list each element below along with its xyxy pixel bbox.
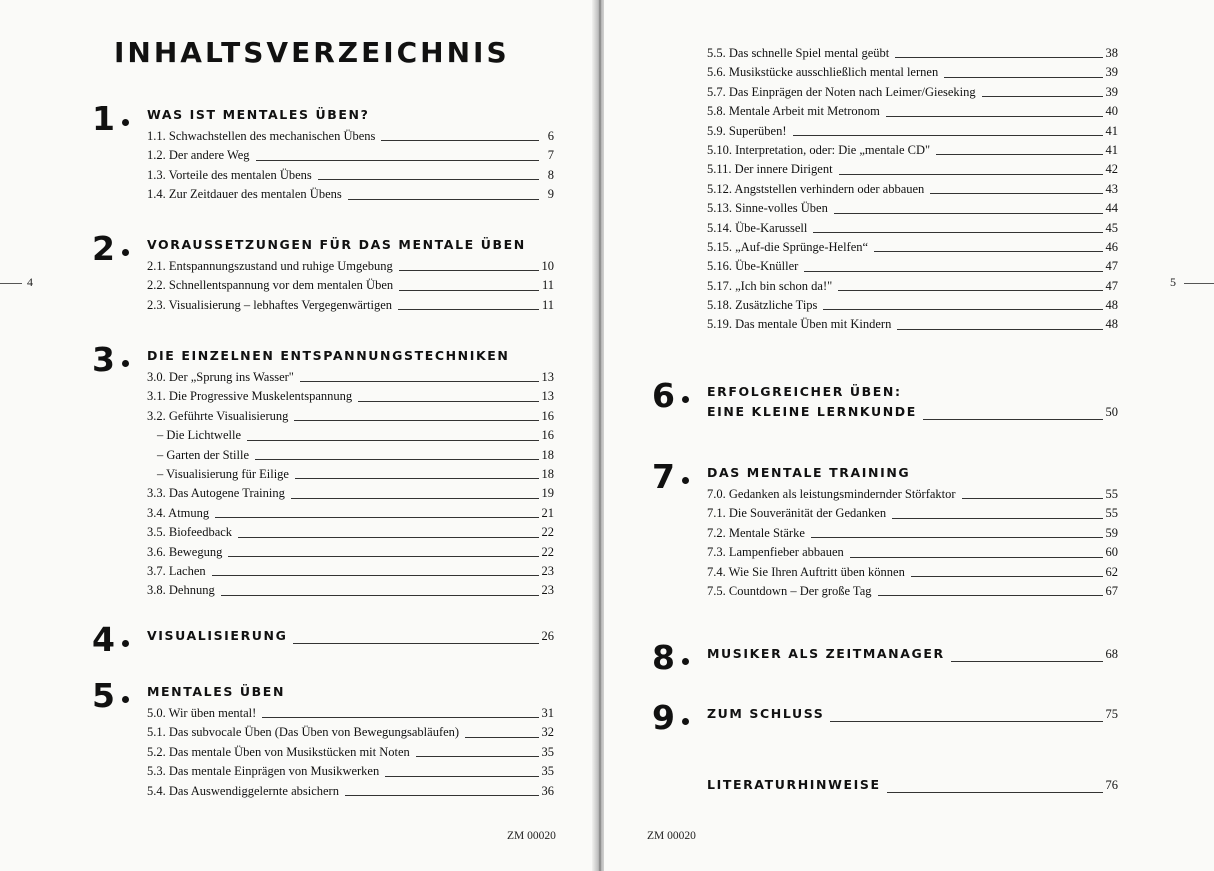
chapter-title: WAS IST MENTALES ÜBEN? [147,107,370,122]
entry-page: 19 [541,486,554,501]
chapter-page: 26 [541,629,554,643]
entry-label: 2.2. Schnellentspannung vor dem mentalen Üben [147,278,394,293]
entry-page: 39 [1105,65,1118,80]
entry-label: 5.18. Zusätzliche Tips [707,298,818,313]
chapter-heading[interactable] [147,237,554,257]
entry-page: 59 [1105,525,1118,540]
leader-line [238,537,539,538]
leader-line [345,795,539,796]
leader-line [936,154,1103,155]
leader-line [212,575,539,576]
entry-label: 5.1. Das subvocale Üben (Das Üben von Bewegungsabläufen) [147,725,460,740]
entry-page: 39 [1105,84,1118,99]
leader-line [215,517,539,518]
toc-entry[interactable] [707,504,1118,523]
chapter-number: 8 [652,638,675,677]
entry-label: – Die Lichtwelle [157,428,241,443]
chapter-bullet [682,477,689,484]
leader-line [911,576,1103,577]
entry-page: 13 [541,370,554,384]
toc-entry[interactable] [707,257,1118,276]
toc-entry[interactable] [707,563,1118,582]
entry-label: 5.10. Interpretation, oder: Die „mentale CD" [707,142,931,157]
toc-entry[interactable] [147,762,554,781]
entry-label: 3.5. Biofeedback [147,525,233,540]
toc-entry[interactable] [707,141,1118,160]
chapter-title: ZUM SCHLUSS [707,706,825,721]
chapter-heading[interactable] [707,384,1118,404]
entry-label: 3.2. Geführte Visualisierung [147,408,289,423]
entry-page: 18 [541,466,554,481]
toc-entry[interactable] [147,146,554,165]
toc-entry[interactable] [147,185,554,204]
entry-page: 40 [1105,104,1118,119]
entry-label: 3.6. Bewegung [147,544,223,559]
entry-label: 5.3. Das mentale Einprägen von Musikwerken [147,764,380,779]
toc-entry[interactable] [147,276,554,295]
entry-page: 7 [547,148,554,163]
toc-entry[interactable] [147,127,554,146]
leader-line [318,179,539,180]
toc-entry[interactable] [147,581,554,600]
toc-entry[interactable] [707,296,1118,315]
leader-line [838,290,1103,291]
entry-label: 7.4. Wie Sie Ihren Auftritt üben können [707,564,905,579]
chapter-bullet [122,696,129,703]
leader-line [886,116,1103,117]
chapter-bullet [122,249,129,256]
toc-entry[interactable] [707,102,1118,121]
entry-label: 1.2. Der andere Weg [147,148,250,163]
entry-label: 5.5. Das schnelle Spiel mental geübt [707,46,890,60]
entry-page: 11 [541,297,554,312]
chapter-bullet [682,396,689,403]
toc-entry[interactable] [707,543,1118,562]
entry-page: 44 [1105,201,1118,216]
literature-heading[interactable] [707,777,1118,797]
leader-line [874,251,1103,252]
entry-page: 22 [541,544,554,559]
entry-page: 32 [541,725,554,740]
toc-entry[interactable] [147,562,554,581]
entry-label: 5.8. Mentale Arbeit mit Metronom [707,104,880,119]
chapter-page: 50 [1105,405,1118,419]
right-page [604,0,1214,871]
entry-label: 3.3. Das Autogene Training [147,486,285,501]
chapter-heading-line2[interactable] [707,404,1118,424]
toc-entry[interactable] [707,199,1118,218]
leader-line [944,77,1103,78]
leader-line [804,271,1103,272]
entry-label: 7.5. Countdown – Der große Tag [707,583,872,598]
entry-page: 55 [1105,506,1118,521]
toc-subentry[interactable] [147,446,554,465]
chapter-number: 2 [92,229,115,268]
entry-label: 1.4. Zur Zeitdauer des mentalen Übens [147,187,342,202]
leader-line [358,401,539,402]
chapter-title: DIE EINZELNEN ENTSPANNUNGSTECHNIKEN [147,348,510,363]
chapter-number: 7 [652,457,675,496]
entry-label: 1.1. Schwachstellen des mechanischen Übens [147,129,376,143]
chapter-title: VORAUSSETZUNGEN FÜR DAS MENTALE ÜBEN [147,237,526,252]
entry-label: 3.1. Die Progressive Muskelentspannung [147,389,353,404]
entry-label: 5.15. „Auf-die Sprünge-Helfen“ [707,239,869,254]
leader-line [385,776,539,777]
chapter-bullet [122,360,129,367]
chapter-heading[interactable] [147,107,554,127]
toc-entry[interactable] [147,743,554,762]
footer-code: ZM 00020 [647,830,696,842]
entry-page: 13 [541,389,554,404]
entry-page: 35 [541,764,554,779]
footer-code: ZM 00020 [507,830,556,842]
entry-label: – Garten der Stille [157,447,249,462]
entry-page: 16 [541,408,554,423]
leader-line [930,193,1103,194]
left-page [0,0,596,871]
toc-entry[interactable] [707,180,1118,199]
toc-entry[interactable] [147,387,554,406]
leader-line [262,717,539,718]
toc-entry[interactable] [707,277,1118,296]
leader-line [962,498,1103,499]
entry-label: 5.12. Angststellen verhindern oder abbauen [707,181,925,196]
entry-label: 5.6. Musikstücke ausschließlich mental lernen [707,65,939,80]
leader-line [887,792,1103,793]
entry-label: 5.11. Der innere Dirigent [707,162,833,177]
leader-line [255,459,539,460]
leader-line [878,595,1104,596]
entry-label: 5.16. Übe-Knüller [707,259,799,274]
entry-page: 8 [547,167,554,182]
chapter-title: MUSIKER ALS ZEITMANAGER [707,646,945,661]
toc-entry[interactable] [707,83,1118,102]
chapter-number: 1 [92,99,115,138]
entry-page: 23 [541,583,554,598]
leader-line [228,556,539,557]
entry-page: 62 [1105,564,1118,579]
leader-line [823,309,1103,310]
chapter-number: 6 [652,376,675,415]
entry-page: 42 [1105,162,1118,177]
leader-line [897,329,1103,330]
entry-page: 46 [1105,239,1118,254]
entry-label: 1.3. Vorteile des mentalen Übens [147,167,312,182]
chapter-bullet [682,658,689,665]
chapter-heading[interactable] [707,646,1118,666]
leader-line [348,199,539,200]
toc-entry[interactable] [707,582,1118,601]
toc-entry[interactable] [147,257,554,276]
leader-line [951,661,1103,662]
leader-line [399,270,539,271]
entry-page: 36 [541,783,554,798]
page-title: INHALTSVERZEICHNIS [114,36,510,69]
chapter-heading[interactable] [147,684,554,704]
leader-line [793,135,1104,136]
entry-label: 7.0. Gedanken als leistungsmindernder Störfaktor [707,487,956,501]
leader-line [813,232,1103,233]
entry-page: 22 [541,525,554,540]
entry-page: 55 [1105,487,1118,501]
leader-line [839,174,1103,175]
leader-line [923,419,1103,420]
entry-list [707,485,1118,601]
entry-label: 5.2. Das mentale Üben von Musikstücken mit Noten [147,744,410,759]
chapter-bullet [122,119,129,126]
entry-label: 5.17. „Ich bin schon da!" [707,278,833,293]
leader-line [291,498,539,499]
toc-entry[interactable] [707,122,1118,141]
entry-label: 5.13. Sinne-volles Üben [707,201,828,216]
leader-line [247,440,539,441]
entry-label: 2.3. Visualisierung – lebhaftes Vergegenwärtigen [147,297,393,312]
entry-list [147,704,554,801]
leader-line [465,737,539,738]
page-number: 5 [1170,275,1176,289]
entry-page: 38 [1105,46,1118,60]
chapter-title: EINE KLEINE LERNKUNDE [707,404,917,419]
chapter-bullet [682,718,689,725]
entry-label: 3.4. Atmung [147,505,210,520]
entry-label: 7.3. Lampenfieber abbauen [707,545,844,560]
leader-line [221,595,539,596]
chapter-heading[interactable] [147,628,554,648]
entry-page: 48 [1105,317,1118,332]
leader-line [293,643,539,644]
chapter-heading[interactable] [707,706,1118,726]
toc-entry[interactable] [147,782,554,801]
toc-entry[interactable] [147,504,554,523]
entry-page: 16 [541,428,554,443]
chapter-number: 5 [92,676,115,715]
entry-label: 2.1. Entspannungszustand und ruhige Umgebung [147,259,393,273]
entry-page: 31 [541,706,554,720]
chapter-title: VISUALISIERUNG [147,628,288,643]
chapter-title: DAS MENTALE TRAINING [707,465,911,480]
entry-list [147,127,554,205]
entry-page: 41 [1105,123,1118,138]
chapter-bullet [122,640,129,647]
entry-page: 60 [1105,545,1118,560]
page-number-rule [1184,283,1214,284]
entry-label: 3.8. Dehnung [147,583,215,598]
entry-label: – Visualisierung für Eilige [157,466,289,481]
leader-line [256,160,539,161]
chapter-number: 4 [92,620,115,659]
entry-label: 5.7. Das Einprägen der Noten nach Leimer/Gieseking [707,84,976,99]
toc-entry[interactable] [147,484,554,503]
entry-page: 67 [1105,583,1118,598]
entry-label: 7.2. Mentale Stärke [707,525,805,540]
entry-label: 3.0. Der „Sprung ins Wasser" [147,370,294,384]
toc-entry[interactable] [707,485,1118,504]
entry-page: 9 [547,187,554,202]
leader-line [416,756,539,757]
toc-entry[interactable] [147,368,554,387]
toc-subentry[interactable] [147,426,554,445]
leader-line [830,721,1103,722]
toc-subentry[interactable] [147,465,554,484]
leader-line [381,140,539,141]
chapter-number: 3 [92,340,115,379]
toc-entry[interactable] [707,63,1118,82]
leader-line [294,420,539,421]
entry-page: 6 [547,129,554,143]
toc-entry[interactable] [147,523,554,542]
entry-page: 48 [1105,298,1118,313]
entry-page: 21 [541,505,554,520]
toc-entry[interactable] [707,160,1118,179]
toc-entry[interactable] [147,723,554,742]
chapter-heading[interactable] [147,348,554,368]
toc-entry[interactable] [707,44,1118,63]
leader-line [850,557,1103,558]
entry-page: 47 [1105,259,1118,274]
toc-entry[interactable] [707,238,1118,257]
entry-page: 47 [1105,278,1118,293]
leader-line [811,537,1103,538]
leader-line [398,309,539,310]
entry-page: 10 [541,259,554,273]
entry-label: 5.19. Das mentale Üben mit Kindern [707,317,892,332]
entry-page: 35 [541,744,554,759]
entry-list [147,368,554,601]
chapter-title: MENTALES ÜBEN [147,684,286,699]
leader-line [295,478,539,479]
entry-label: 5.9. Superüben! [707,123,787,138]
entry-page: 23 [541,563,554,578]
chapter-page: 75 [1105,707,1118,721]
leader-line [399,290,539,291]
leader-line [300,381,539,382]
page-number-rule [0,283,22,284]
toc-entry[interactable] [147,704,554,723]
entry-label: 5.0. Wir üben mental! [147,706,257,720]
entry-label: 7.1. Die Souveränität der Gedanken [707,506,887,521]
entry-page: 41 [1105,142,1118,157]
toc-entry[interactable] [147,296,554,315]
entry-label: 5.14. Übe-Karussell [707,220,808,235]
leader-line [982,96,1103,97]
toc-entry[interactable] [707,524,1118,543]
toc-entry[interactable] [707,219,1118,238]
entry-page: 18 [541,447,554,462]
toc-entry[interactable] [707,315,1118,334]
entry-page: 43 [1105,181,1118,196]
chapter-page: 68 [1105,647,1118,661]
page-number: 4 [27,275,33,289]
toc-entry[interactable] [147,407,554,426]
toc-entry[interactable] [147,543,554,562]
entry-list [147,257,554,315]
toc-entry[interactable] [147,166,554,185]
entry-page: 11 [541,278,554,293]
entry-label: 5.4. Das Auswendiggelernte absichern [147,783,339,798]
literature-page: 76 [1105,778,1118,792]
leader-line [834,213,1103,214]
entry-page: 45 [1105,220,1118,235]
leader-line [895,57,1103,58]
leader-line [892,518,1103,519]
literature-title: LITERATURHINWEISE [707,777,881,792]
chapter-title: ERFOLGREICHER ÜBEN: [707,384,902,399]
entry-label: 3.7. Lachen [147,563,206,578]
entry-list [707,44,1118,335]
chapter-number: 9 [652,698,675,737]
chapter-heading[interactable] [707,465,1118,485]
